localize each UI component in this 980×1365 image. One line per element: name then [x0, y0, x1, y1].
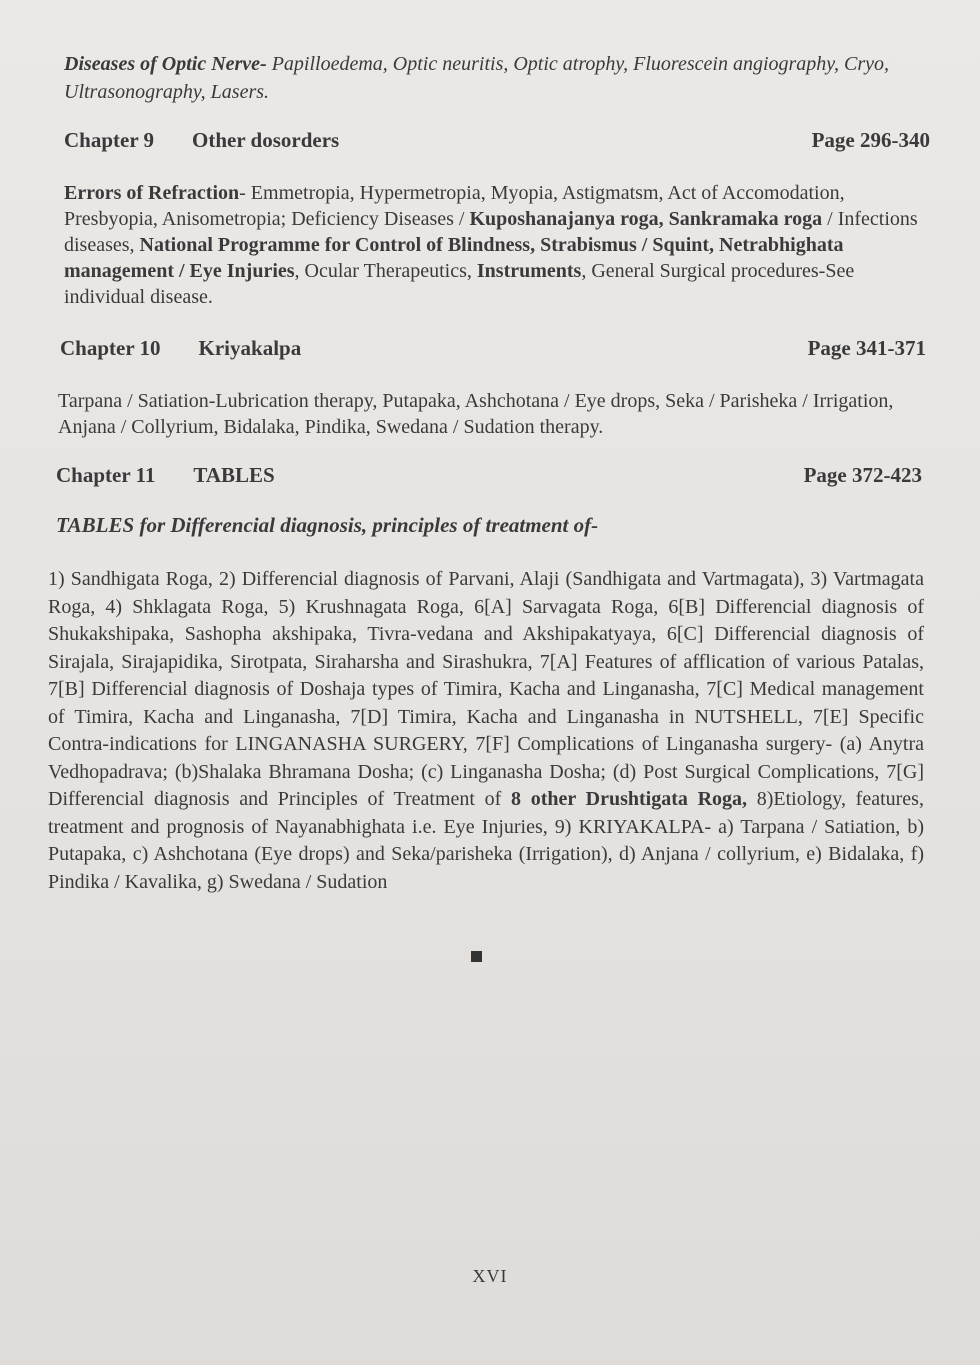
chapter-9-pages: Page 296-340 — [811, 128, 930, 152]
chapter-10-pages: Page 341-371 — [807, 336, 926, 360]
bold-run-1: 8 other Drushtigata Roga, — [511, 788, 748, 810]
text-run-1: - Emmetropia, Hypermetropia, Myopia, Astigmatsm, Act of Accomodation, Presbyopia, Anisometropia; Deficiency Diseases / — [64, 182, 845, 230]
bold-run-0: Errors of Refraction — [64, 182, 240, 204]
text-run-0: 1) Sandhigata Roga, 2) Differencial diagnosis of Parvani, Alaji (Sandhigata and Vartmagata), 3) Vartmagata Roga, 4) Shklagata Roga, 5) Krushnagata Roga, 6[A] Sarvagata Roga, 6[B] Differencial diagnosis of Shukakshipaka, Sashopha akshipaka, Tivra-vedana and Akshipakatyaya, 6[C] Differencial diagnosis of Sirajala, Sirajapidika, Sirotpata, Siraharsha and Sirashukra, 7[A] Features of afflication of various Patalas, 7[B] Differencial diagnosis of Doshaja types of Timira, Kacha and Linganasha, 7[C] Medical management of Timira, Kacha and Linganasha, 7[D] Timira, Kacha and Linganasha in NUTSHELL, 7[E] Specific Contra-indications for LINGANASHA SURGERY, 7[F] Complications of Linganasha surgery- (a) Anytra Vedhopadrava; (b)Shalaka Bhramana Dosha; (c) Linganasha Dosha; (d) Post Surgical Complications, 7[G] Differencial diagnosis and Principles of Treatment of — [48, 568, 924, 810]
optic-nerve-heading: Diseases of Optic Nerve- — [64, 53, 267, 75]
chapter-11-pages: Page 372-423 — [803, 463, 922, 487]
text-run-5: , Ocular Therapeutics, — [294, 260, 477, 282]
chapter-11-body — [48, 566, 924, 896]
chapter-10-title: Kriyakalpa — [198, 336, 302, 360]
optic-nerve-text: Papilloedema, Optic neuritis, Optic atrophy, Fluorescein angiography, Cryo, Ultrasonography, Lasers. — [64, 53, 890, 103]
optic-nerve-paragraph — [64, 50, 930, 106]
chapter-10-heading — [60, 336, 926, 361]
chapter-9-heading — [64, 128, 930, 153]
chapter-10-body: Tarpana / Satiation-Lubrication therapy, Putapaka, Ashchotana / Eye drops, Seka / Parisheka / Irrigation, Anjana / Collyrium, Bidalaka, Pindika, Swedana / Sudation therapy. — [58, 390, 894, 438]
chapter-11-heading — [56, 463, 922, 488]
chapter-11-number: Chapter 11 — [56, 463, 156, 487]
text-run-7: , General Surgical procedures-See individual disease. — [64, 260, 855, 308]
end-square-marker — [471, 951, 482, 962]
page-number: XVI — [472, 1266, 508, 1286]
text-run-3: / Infections diseases, — [64, 208, 918, 256]
chapter-9-number: Chapter 9 — [64, 128, 155, 152]
chapter-11-title: TABLES — [193, 463, 275, 487]
chapter-9-body — [64, 180, 930, 310]
text-run-2: 8)Etiology, features, treatment and prognosis of Nayanabhighata i.e. Eye Injuries, 9) KRIYAKALPA- a) Tarpana / Satiation, b) Putapaka, c) Ashchotana (Eye drops) and Seka/parisheka (Irrigation), d) Anjana / collyrium, e) Bidalaka, f) Pindika / Kavalika, g) Swedana / Sudation — [48, 788, 924, 893]
chapter-9-title: Other dosorders — [192, 128, 340, 152]
chapter-11-subheading: TABLES for Differencial diagnosis, principles of treatment of- — [56, 513, 599, 537]
bold-run-6: Instruments — [476, 260, 582, 282]
chapter-10-number: Chapter 10 — [60, 336, 161, 360]
bold-run-2: Kuposhanajanya roga, Sankramaka roga — [469, 208, 823, 230]
bold-run-4: National Programme for Control of Blindness, Strabismus / Squint, Netrabhighata management / Eye Injuries — [64, 234, 844, 282]
